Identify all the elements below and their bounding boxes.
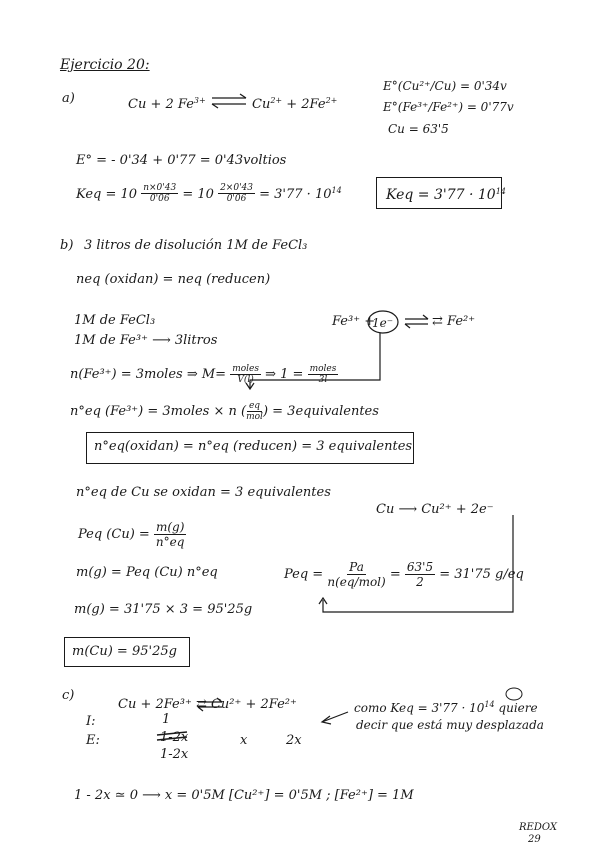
- keq-calc: Keq = 10 $\frac{n\times 0'43}{0'06}$ = 10 $\frac{2\times 0'43}{0'06}$ = $3'77 \cdot 10^{14}$: [76, 183, 342, 204]
- keq-result-boxed: Keq = $3'77 \cdot 10^{14}$: [386, 187, 506, 203]
- half-reaction-electron: 1e⁻: [372, 316, 394, 330]
- note-arrow: [322, 712, 348, 722]
- row-eq-label: E:: [86, 733, 100, 748]
- part-a-label: a): [62, 91, 75, 106]
- fe3-volume-line: 1M de Fe³⁺ ⟶ 3litros: [74, 333, 218, 348]
- e0-cu: E°(Cu²⁺/Cu) = 0'34v: [383, 79, 507, 93]
- neq-fe-line: n°eq (Fe³⁺) = 3moles × n ( $\frac{eq}{\text{mol}}$ ) = 3equivalentes: [70, 401, 379, 422]
- part-b-statement: 3 litros de disolución 1M de FeCl₃: [84, 238, 308, 253]
- cu-atomic-mass: Cu = 63'5: [388, 122, 449, 136]
- half-reaction-fe-left: Fe³⁺ +: [332, 314, 376, 329]
- e0-total: E° = - 0'34 + 0'77 = 0'43voltios: [76, 153, 287, 168]
- cu-half-reaction: Cu ⟶ Cu²⁺ + 2e⁻: [376, 502, 494, 517]
- reaction-a-left: Cu + 2 $Fe^{3+}$: [128, 96, 206, 112]
- row-initial-value: 1: [162, 712, 171, 727]
- equilibrium-arrow-a: [212, 94, 246, 108]
- mass-formula: m(g) = Peq (Cu) n°eq: [76, 565, 218, 580]
- footer-tag: REDOX: [519, 822, 557, 833]
- half-reaction-fe-right: ⇄ Fe²⁺: [432, 314, 476, 329]
- note-line-2: decir que está muy desplazada: [356, 718, 544, 732]
- peq-calc: Peq = $\frac{Pa}{\text{n(eq/mol)}}$ = $\frac{63'5}{2}$ = 31'75 g/eq: [284, 560, 524, 589]
- row-eq-value: 1-2x: [160, 747, 189, 762]
- note-line-1: como Keq = $3'77 \cdot 10^{14}$ quiere: [354, 700, 538, 715]
- part-b-label: b): [60, 238, 74, 253]
- fecl3-line: 1M de FeCl₃: [74, 313, 156, 328]
- reaction-a-right: $Cu^{2+} + 2Fe^{2+}$: [252, 96, 338, 112]
- neq-equality: neq (oxidan) = neq (reducen): [76, 272, 271, 287]
- reaction-c: Cu + 2Fe³⁺ ⇄ Cu²⁺ + 2Fe²⁺: [118, 697, 297, 712]
- neq-boxed-statement: n°eq(oxidan) = n°eq (reducen) = 3 equivalentes: [94, 439, 413, 454]
- peq-definition: Peq (Cu) = $\frac{m(g)}{n^\circ eq}$: [78, 520, 185, 549]
- part-c-label: c): [62, 688, 75, 703]
- row-eq-struck: 1-2x: [160, 730, 189, 745]
- cu-oxidation: n°eq de Cu se oxidan = 3 equivalentes: [76, 485, 331, 500]
- mass-result-boxed: m(Cu) = 95'25g: [72, 644, 177, 659]
- mass-calc: m(g) = 31'75 × 3 = 95'25g: [74, 602, 253, 617]
- moles-line: n(Fe³⁺) = 3moles ⇒ M= $\frac{\text{moles}}{V(l)}$ ⇒ 1 = $\frac{\text{moles}}{3l}$: [70, 364, 337, 385]
- e0-fe: E°(Fe³⁺/Fe²⁺) = 0'77v: [383, 100, 514, 114]
- row-initial-label: I:: [86, 714, 96, 729]
- row-eq-2x: 2x: [286, 733, 302, 748]
- final-result: 1 - 2x ≃ 0 ⟶ x = 0'5M [Cu²⁺] = 0'5M ; [Fe²⁺] = 1M: [74, 788, 414, 803]
- page-number: 29: [528, 834, 541, 845]
- exercise-title: Ejercicio 20:: [60, 57, 150, 73]
- row-eq-x: x: [240, 733, 248, 748]
